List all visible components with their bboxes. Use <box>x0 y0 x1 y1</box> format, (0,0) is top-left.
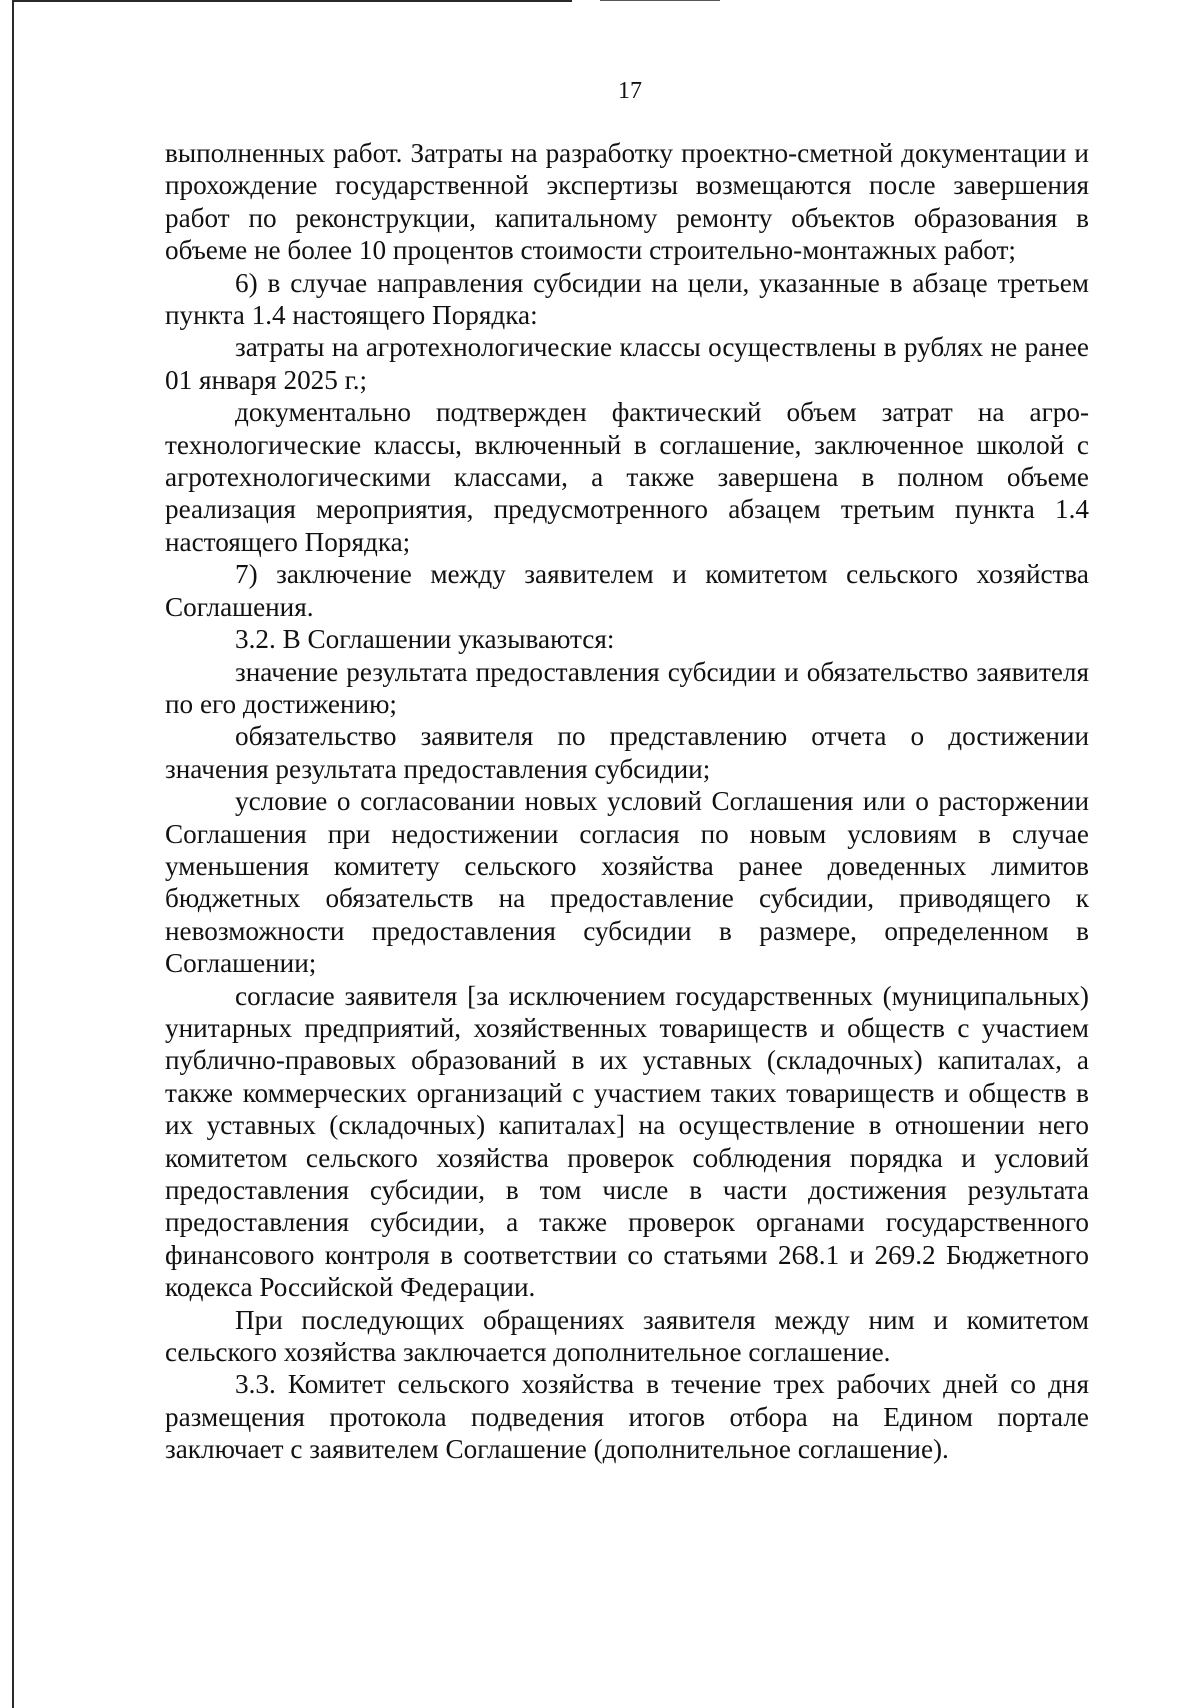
scan-edge-top-right <box>600 0 720 1</box>
paragraph-2: 6) в случае направления субсидии на цели, указанные в абзаце третьем пункта 1.4 настоящего Порядка: <box>165 267 1089 331</box>
scan-edge-top <box>12 0 572 2</box>
paragraph-1: выполненных работ. Затраты на разработку проектно-сметной документации и прохождение государственной экспертизы возмещаются после завершения работ по реконструкции, капитальному ремонту объектов образования в объеме не более 10 процентов стоимости строительно-монтажных работ; <box>165 138 1089 266</box>
paragraph-12: 3.3. Комитет сельского хозяйства в течение трех рабочих дней со дня размещения протокола подведения итогов отбора на Едином портале заключает с заявителем Соглашение (дополнительное соглашение). <box>165 1369 1089 1465</box>
paragraph-5: 7) заключение между заявителем и комитетом сельского хозяйства Соглашения. <box>165 559 1089 622</box>
document-body <box>165 137 1089 1466</box>
paragraph-9: условие о согласовании новых условий Соглашения или о расторжении Соглашения при недостижении согласия по новым условиям в случае уменьшения комитету сельского хозяйства ранее доведенных лимитов бюджетных обязательств на предоставление субсидии, приводящего к невозможности предоставления субсидии в размере, определенном в Соглашении; <box>165 786 1089 979</box>
paragraph-10: согласие заявителя [за исключением государственных (муниципальных) унитарных предприятий, хозяйственных товариществ и обществ с участием публично-правовых образований в их уставных (складочных) капиталах, а также коммерческих организаций с участием таких товариществ и обществ в их уставных (складочных) капиталах] на осуществление в отношении него комитетом сельского хозяйства проверок соблюдения порядка и условий предоставления субсидии, в том числе в части достижения результата предоставления субсидии, а также проверок органами государственного финансового контроля в соответствии со статьями 268.1 и 269.2 Бюджетного кодекса Российской Федерации. <box>165 980 1089 1303</box>
paragraph-3: затраты на агротехнологические классы осуществлены в рублях не ранее 01 января 2025 г.; <box>165 332 1089 395</box>
page-number: 17 <box>618 78 642 104</box>
paragraph-6: 3.2. В Соглашении указываются: <box>235 624 615 655</box>
paragraph-4: документально подтвержден фактический объем затрат на агро-технологические классы, включенный в соглашение, заключенное школой с агротехнологическими классами, а также завершена в полном объеме реализация мероприятия, предусмотренного абзацем третьим пункта 1.4 настоящего Порядка; <box>165 397 1089 557</box>
paragraph-8: обязательство заявителя по представлению отчета о достижении значения результата предоставления субсидии; <box>165 721 1089 784</box>
paragraph-11: При последующих обращениях заявителя между ним и комитетом сельского хозяйства заключается дополнительное соглашение. <box>165 1304 1089 1368</box>
scan-edge-left <box>12 0 14 1708</box>
paragraph-7: значение результата предоставления субсидии и обязательство заявителя по его достижению; <box>165 656 1089 719</box>
